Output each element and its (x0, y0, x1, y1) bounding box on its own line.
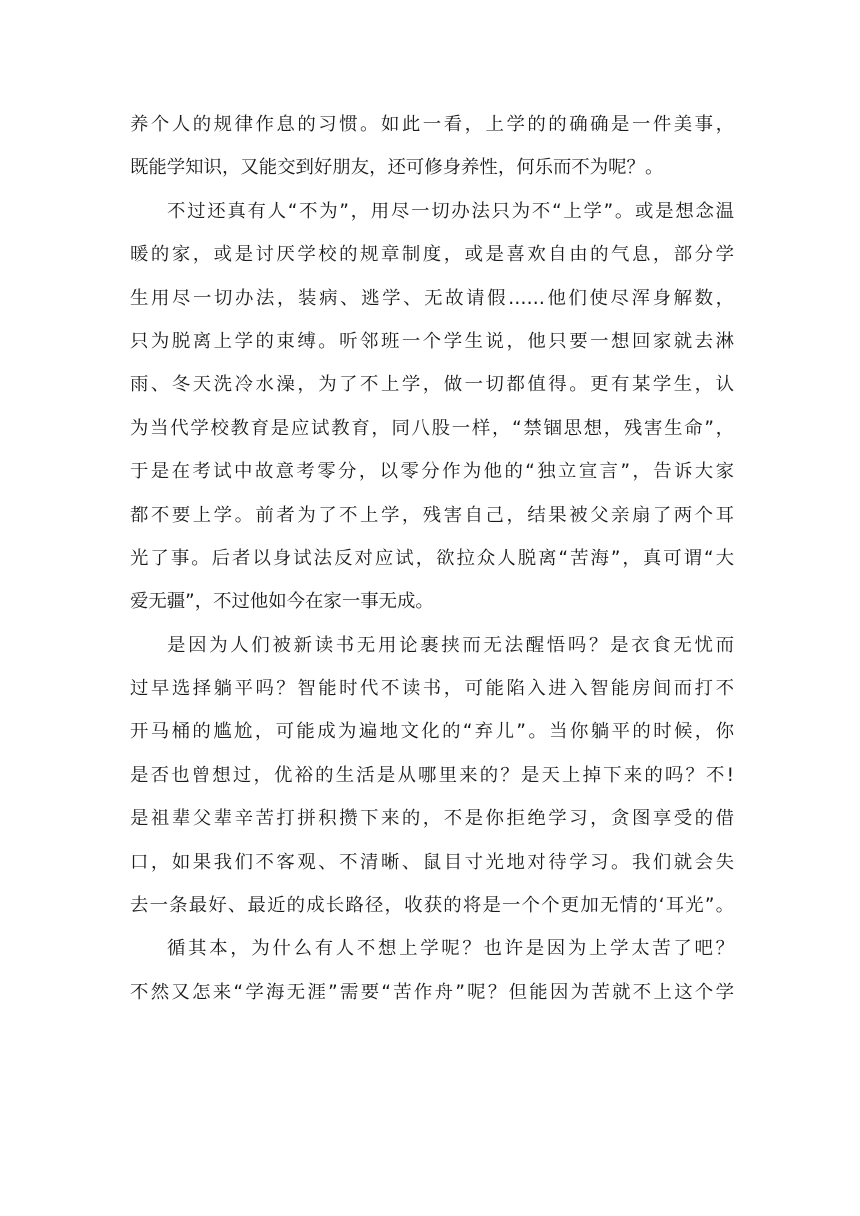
paragraph-line: 去一条最好、最近的成长路径，收获的将是一个个更加无情的‘耳光”。 (130, 895, 734, 917)
essay-body (130, 103, 734, 1014)
paragraph-1 (130, 103, 734, 190)
paragraph-line: 不然又怎来“学海无涯”需要“苦作舟”呢？但能因为苦就不上这个学 (130, 981, 734, 1003)
paragraph-line: 暖的家，或是讨厌学校的规章制度，或是喜欢自由的气息，部分学 (130, 244, 734, 266)
paragraph-line: 生用尽一切办法，装病、逃学、无故请假……他们使尽浑身解数， (130, 287, 734, 309)
paragraph-line: 既能学知识，又能交到好朋友，还可修身养性，何乐而不为呢？。 (130, 157, 664, 179)
paragraph-line: 是祖辈父辈辛苦打拼积攒下来的，不是你拒绝学习，贪图享受的借 (130, 808, 734, 830)
paragraph-line: 循其本，为什么有人不想上学呢？也许是因为上学太苦了吧？ (167, 938, 734, 960)
paragraph-line: 爱无疆”，不过他如今在家一事无成。 (130, 591, 434, 613)
paragraph-line: 是否也曾想过，优裕的生活是从哪里来的？是天上掉下来的吗？不! (130, 764, 734, 786)
paragraph-4 (130, 927, 734, 1014)
paragraph-3 (130, 624, 734, 928)
paragraph-2 (130, 190, 734, 624)
paragraph-line: 于是在考试中故意考零分，以零分作为他的“独立宣言”，告诉大家 (130, 461, 734, 483)
paragraph-line: 养个人的规律作息的习惯。如此一看，上学的的确确是一件美事， (130, 114, 734, 135)
paragraph-line: 只为脱离上学的束缚。听邻班一个学生说，他只要一想回家就去淋 (130, 330, 734, 352)
paragraph-line: 为当代学校教育是应试教育，同八股一样，“禁锢思想，残害生命”， (130, 417, 734, 439)
paragraph-line: 都不要上学。前者为了不上学，残害自己，结果被父亲扇了两个耳 (130, 504, 734, 526)
paragraph-line: 光了事。后者以身试法反对应试，欲拉众人脱离“苦海”，真可谓“大 (130, 547, 734, 569)
paragraph-line: 不过还真有人“不为”，用尽一切办法只为不“上学”。或是想念温 (167, 200, 734, 222)
paragraph-line: 口，如果我们不客观、不清晰、鼠目寸光地对待学习。我们就会失 (130, 851, 734, 873)
paragraph-line: 开马桶的尴尬，可能成为遍地文化的“弃儿”。当你躺平的时候，你 (130, 721, 734, 743)
paragraph-line: 是因为人们被新读书无用论裹挟而无法醒悟吗？是衣食无忧而 (167, 634, 734, 656)
paragraph-line: 雨、冬天洗冷水澡，为了不上学，做一切都值得。更有某学生，认 (130, 374, 734, 396)
paragraph-line: 过早选择躺平吗？智能时代不读书，可能陷入进入智能房间而打不 (130, 678, 734, 700)
